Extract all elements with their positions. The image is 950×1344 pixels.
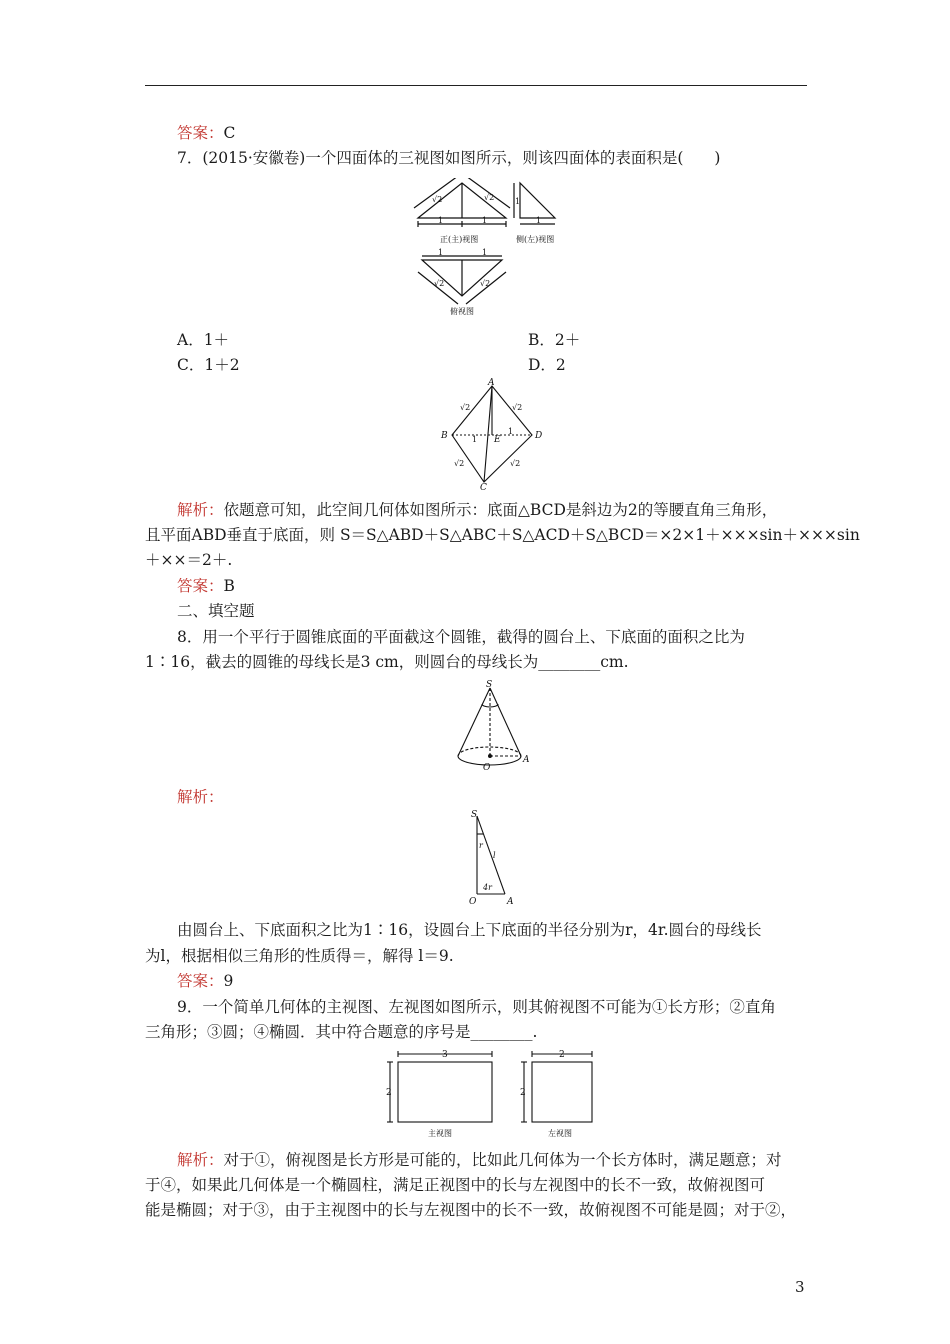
answer-prev [177, 123, 235, 143]
main-height-label: 2 [386, 1088, 392, 1098]
answer-label: 答案： [177, 124, 224, 142]
q8-answer [177, 971, 233, 991]
tri-label-4r: 4r [483, 883, 492, 892]
vertex-B: B [441, 431, 448, 441]
q9-views-figure [380, 1048, 600, 1144]
edge-BC-label: √2 [454, 459, 465, 468]
top-sqrt2-left: √2 [434, 279, 445, 288]
option-c: C．1＋2 [177, 356, 240, 374]
top-view [418, 256, 506, 304]
q8-solution-label: 解析： [177, 788, 224, 806]
side-view-caption: 侧(左)视图 [516, 235, 555, 244]
vertex-A: A [488, 378, 495, 388]
q9-line1: 9．一个简单几何体的主视图、左视图如图所示，则其俯视图不可能为①长方形；②直角 [177, 998, 776, 1016]
q7-solution-line3: ＋××＝2＋. [145, 551, 233, 569]
q9-solution-line3: 能是椭圆；对于③，由于主视图中的长与左视图中的长不一致，故俯视图不可能是圆；对于②， [145, 1201, 797, 1219]
q7-solution-line2: 且平面ABD垂直于底面，则 S＝S△ABD＋S△ABC＋S△ACD＋S△BCD＝×2×1＋×××sin＋×××sin [145, 526, 860, 544]
front-sqrt2-right: √2 [484, 193, 495, 202]
vertex-C: C [480, 483, 487, 490]
side-view [514, 183, 555, 224]
segment-BE-label: 1 [472, 435, 478, 444]
left-height-label: 2 [520, 1088, 526, 1098]
q9-solution-line1: 解析：对于①，俯视图是长方形是可能的，比如此几何体为一个长方体时，满足题意；对 [177, 1151, 782, 1169]
q7-text: 7．(2015·安徽卷)一个四面体的三视图如图所示，则该四面体的表面积是( ) [177, 149, 721, 167]
side-width-label: 1 [536, 216, 542, 225]
q9-line2: 三角形；③圆；④椭圆．其中符合题意的序号是________. [145, 1023, 538, 1041]
cone-vertex-S: S [486, 680, 493, 690]
solution-label: 解析： [177, 501, 224, 519]
main-width-label: 3 [442, 1050, 448, 1060]
tri-vertex-O: O [469, 897, 477, 907]
point-E: E [494, 435, 501, 445]
edge-AB-label: √2 [460, 403, 471, 412]
front-view [414, 178, 510, 227]
left-width-label: 2 [559, 1050, 565, 1060]
top-one-left: 1 [438, 248, 444, 257]
tri-label-r: r [479, 841, 483, 850]
similar-triangle-figure [465, 808, 525, 908]
tri-label-l: l [493, 851, 496, 860]
q7-tetrahedron-figure [440, 378, 550, 490]
edge-CD-label: √2 [510, 459, 521, 468]
cone-point-A: A [523, 755, 530, 765]
front-one-right: 1 [482, 216, 488, 225]
top-one-right: 1 [482, 248, 488, 257]
front-one-left: 1 [438, 216, 444, 225]
segment-ED-label: 1 [508, 427, 514, 436]
answer-value: B [223, 577, 235, 595]
left-view-caption: 左视图 [548, 1129, 572, 1138]
cone-figure [425, 680, 535, 775]
option-b: B．2＋ [528, 331, 581, 349]
q7-answer [177, 576, 235, 596]
side-height-label: 1 [515, 197, 521, 206]
answer-value: C [223, 124, 236, 142]
answer-value: 9 [223, 972, 234, 990]
tri-vertex-A: A [507, 897, 514, 907]
front-view-caption: 正(主)视图 [440, 235, 479, 244]
solution-label: 解析： [177, 1151, 224, 1169]
option-d: D．2 [528, 356, 566, 374]
cone-center-O: O [483, 763, 491, 773]
q9-solution-line2: 于④，如果此几何体是一个椭圆柱，满足正视图中的长与左视图中的长不一致，故俯视图可 [145, 1176, 766, 1194]
main-view-caption: 主视图 [428, 1129, 452, 1138]
q7-solution-line1: 解析：依题意可知，此空间几何体如图所示：底面△BCD是斜边为2的等腰直角三角形， [177, 501, 778, 519]
top-sqrt2-right: √2 [480, 279, 491, 288]
q8-solution-line1: 由圆台上、下底面积之比为1∶16，设圆台上下底面的半径分别为r，4r.圆台的母线长 [177, 921, 762, 939]
header-rule [145, 85, 807, 86]
answer-label: 答案： [177, 577, 224, 595]
page-number: 3 [795, 1278, 805, 1296]
front-sqrt2-left: √2 [432, 195, 443, 204]
q7-three-view-figure [410, 178, 570, 318]
section-heading: 二、填空题 [177, 602, 255, 620]
option-a: A．1＋ [177, 331, 230, 349]
tri-vertex-S: S [471, 810, 478, 820]
q8-line1: 8．用一个平行于圆锥底面的平面截这个圆锥，截得的圆台上、下底面的面积之比为 [177, 628, 745, 646]
q8-solution-line2: 为l，根据相似三角形的性质得＝，解得 l＝9. [145, 947, 454, 965]
edge-AD-label: √2 [512, 403, 523, 412]
top-view-caption: 俯视图 [450, 307, 474, 316]
q8-line2: 1∶16，截去的圆锥的母线长是3 cm，则圆台的母线长为________cm. [145, 653, 629, 671]
vertex-D: D [535, 431, 543, 441]
answer-label: 答案： [177, 972, 224, 990]
